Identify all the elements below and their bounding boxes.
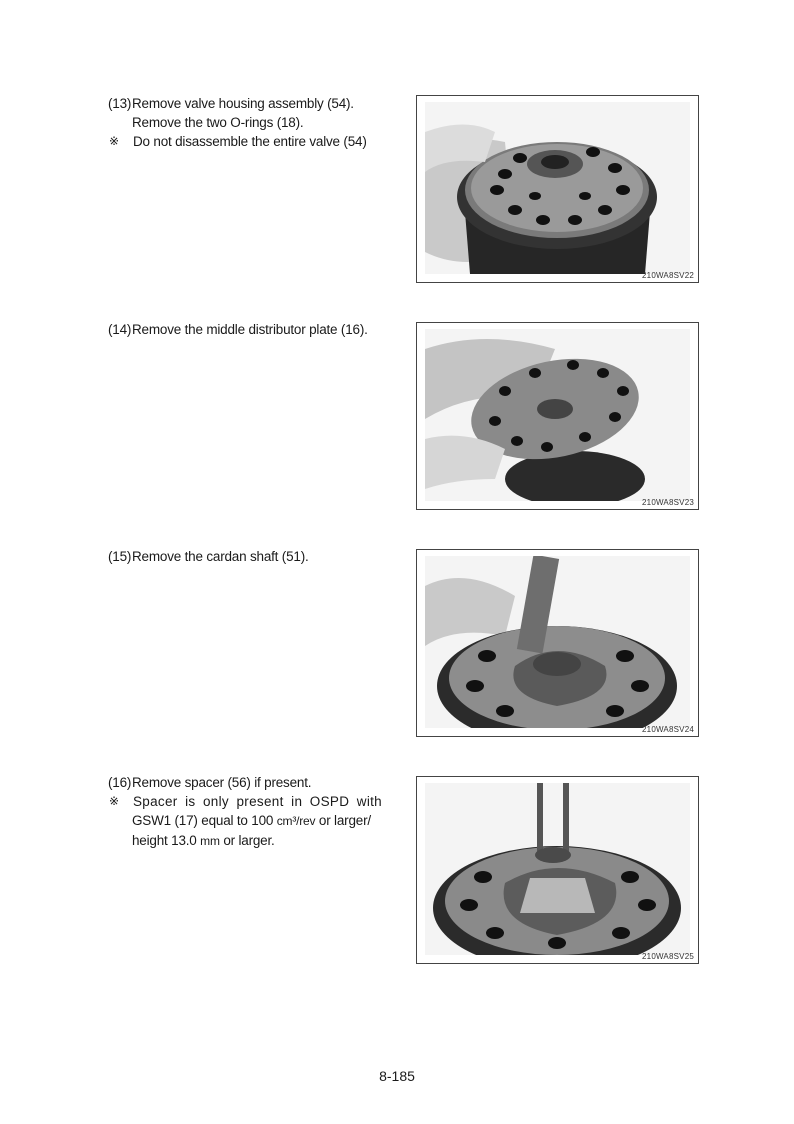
photo-valve-housing	[416, 95, 699, 283]
note-symbol: ※	[109, 134, 119, 148]
step-14	[108, 320, 388, 339]
step-15	[108, 547, 388, 566]
step-16	[108, 773, 388, 851]
step-number: (13)	[108, 96, 132, 111]
step-text: Remove the middle distributor plate (16).	[132, 322, 368, 337]
valve-housing-illustration	[425, 102, 690, 274]
photo-code: 210WA8SV22	[642, 271, 694, 280]
step-13	[108, 94, 388, 151]
step-number: (16)	[108, 775, 132, 790]
note-text-segment: or larger.	[219, 833, 275, 848]
photo-code: 210WA8SV23	[642, 498, 694, 507]
unit-mm: mm	[200, 834, 220, 848]
distributor-plate-illustration	[425, 329, 690, 501]
step-text: Remove the cardan shaft (51).	[132, 549, 309, 564]
photo-code: 210WA8SV24	[642, 725, 694, 734]
photo-distributor-plate	[416, 322, 699, 510]
note-text-line1: Spacer is only present in OSPD with	[133, 794, 382, 809]
step-text: Remove valve housing assembly (54).	[132, 96, 354, 111]
note-text-line2	[132, 811, 371, 831]
note-text-segment: height 13.0	[132, 833, 201, 848]
photo-code: 210WA8SV25	[642, 952, 694, 961]
step-text: Remove the two O-rings (18).	[132, 115, 304, 130]
cardan-shaft-illustration	[425, 556, 690, 728]
note-text-line3	[132, 831, 275, 851]
step-number: (14)	[108, 322, 132, 337]
photo-spacer	[416, 776, 699, 964]
step-text: Remove spacer (56) if present.	[132, 775, 312, 790]
note-text-segment: GSW1 (17) equal to 100	[132, 813, 277, 828]
unit-cc-per-rev: cm³/rev	[276, 814, 316, 828]
note-text-segment: or larger/	[315, 813, 371, 828]
note-text: Do not disassemble the entire valve (54)	[133, 134, 367, 149]
photo-cardan-shaft	[416, 549, 699, 737]
step-number: (15)	[108, 549, 132, 564]
note-symbol: ※	[109, 794, 119, 808]
page-number: 8-185	[379, 1068, 415, 1084]
spacer-illustration	[425, 783, 690, 955]
